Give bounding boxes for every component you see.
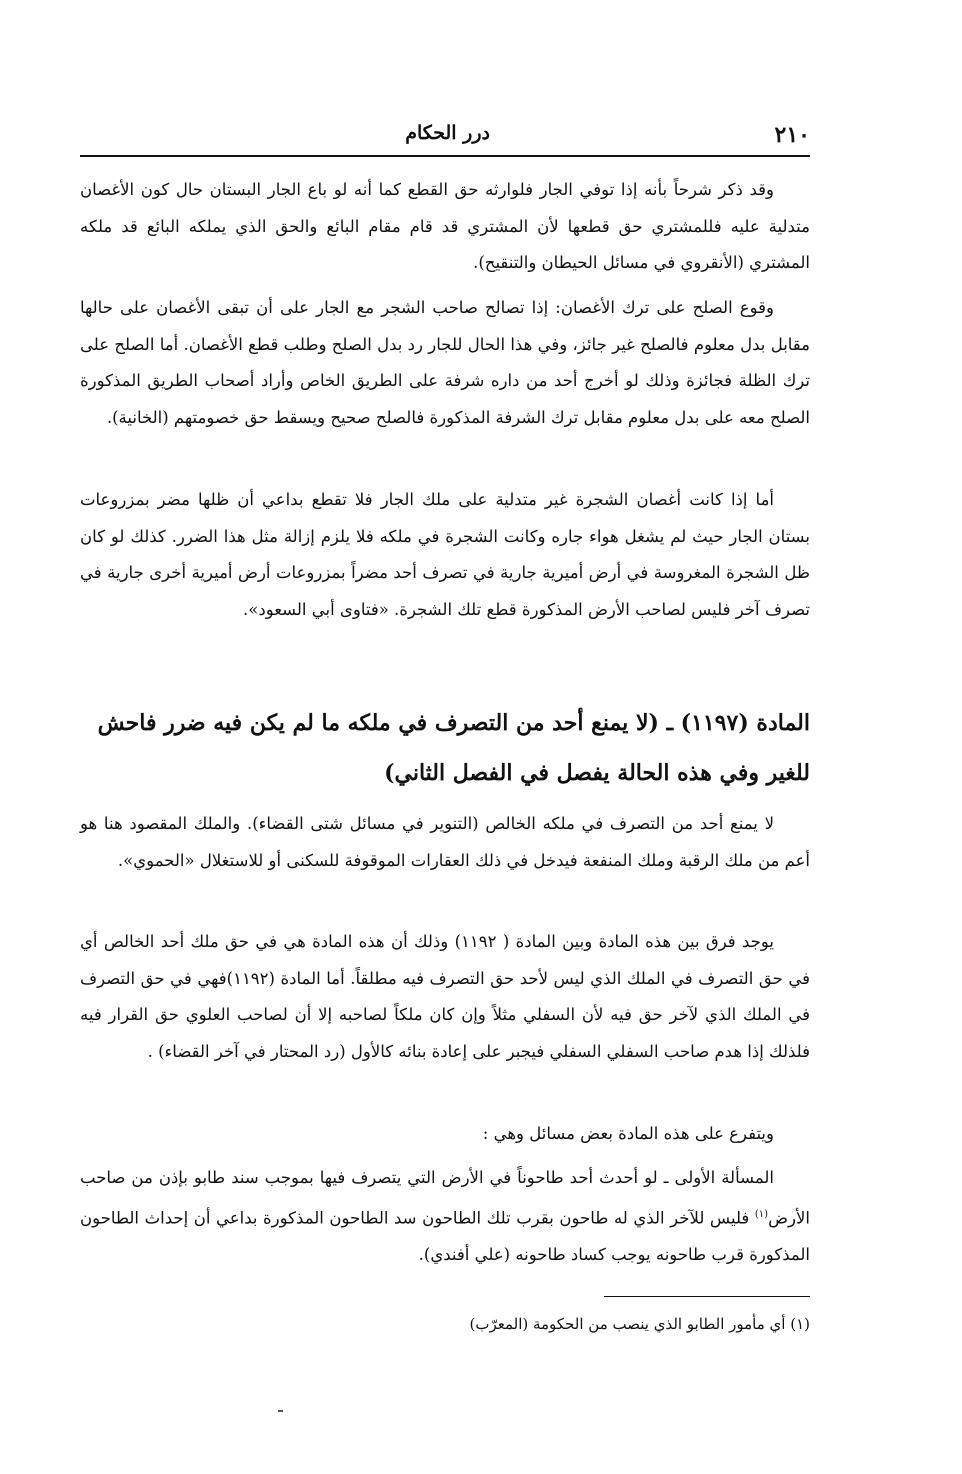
paragraph-7-text-a: المسألة الأولى ـ لو أحدث أحد طاحوناً في الأرض التي يتصرف فيها بموجب سند طابو بإذن من صاحب الأرض xyxy=(80,1168,810,1227)
paragraph-7-text-b: فليس للآخر الذي له طاحون بقرب تلك الطاحون سد الطاحون المذكورة بداعي أن إحداث الطاحون المذكورة قرب طاحونه يوجب كساد طاحونه (علي أفندي). xyxy=(80,1208,810,1264)
footnote-marker: (١) xyxy=(754,1208,769,1220)
paragraph-3: أما إذا كانت أغصان الشجرة غير متدلية على ملك الجار فلا تقطع بداعي أن ظلها مضر بمزروعات بستان الجار حيث لم يشغل هواء جاره وكانت الشجرة في ملكه فلا يلزم إزالة مثل هذا الضرر. كذلك لو كان ظل الشجرة المغروسة في أرض أميرية جارية في تصرف أحد مضراً بمزروعات أرض أميرية أخرى جارية في تصرف آخر فليس لصاحب الأرض المذكورة قطع تلك الشجرة. «فتاوى أبي السعود». xyxy=(80,490,810,619)
header-rule xyxy=(80,155,810,157)
article-heading: المادة (١١٩٧) ـ (لا يمنع أحد من التصرف في ملكه ما لم يكن فيه ضرر فاحش للغير وفي هذه الحالة يفصل في الفصل الثاني) xyxy=(97,710,810,786)
paragraph-2: وقوع الصلح على ترك الأغصان: إذا تصالح صاحب الشجر مع الجار على أن تبقى الأغصان على حالها مقابل بدل معلوم فالصلح غير جائز، وفي هذا الحال للجار رد بدل الصلح وطلب قطع الأغصان. أما الصلح على ترك الظلة فجائزة وذلك لو أخرج أحد من داره شرفة على الطريق الخاص وأراد أصحاب الطريق المذكورة الصلح معه على بدل معلوم مقابل ترك الشرفة المذكورة فالصلح صحيح ويسقط حق خصومتهم (الخانية). xyxy=(80,298,810,427)
paragraph-5: يوجد فرق بين هذه المادة وبين المادة ( ١١٩٢) وذلك أن هذه المادة هي في حق ملك أحد الخالص أي في حق التصرف في الملك الذي ليس لأحد حق التصرف فيه مطلقاً. أما المادة (١١٩٢)فهي في حق التصرف في الملك الذي لآخر حق فيه لأن السفلي مثلاً وإن كان ملكاً لصاحبه إلا أن لصاحب العلوي حق القرار فيه فلذلك إذا هدم صاحب السفلي السفلي فيجبر على إعادة بنائه كالأول (رد المحتار في آخر القضاء) . xyxy=(80,932,810,1061)
page-header xyxy=(80,118,810,154)
page-speck xyxy=(278,1410,283,1412)
paragraph-1: وقد ذكر شرحاً بأنه إذا توفي الجار فلوارثه حق القطع كما أنه لو باع الجار البستان حال كون الأغصان متدلية عليه فللمشتري حق قطعها لأن المشتري قد قام مقام البائع والحق الذي يملكه البائع قد ملكه المشتري (الأنقروي في مسائل الحيطان والتنقيح). xyxy=(80,180,810,272)
paragraph-4: لا يمنع أحد من التصرف في ملكه الخالص (التنوير في مسائل شتى القضاء). والملك المقصود هنا هو أعم من ملك الرقبة وملك المنفعة فيدخل في ذلك العقارات الموقوفة للسكنى أو للاستغلال «الحموي». xyxy=(80,814,810,870)
footnote-rule xyxy=(604,1296,810,1297)
paragraph-6: ويتفرع على هذه المادة بعض مسائل وهي : xyxy=(482,1124,774,1143)
paragraph-7 xyxy=(80,1160,810,1273)
footnote: (١) أي مأمور الطابو الذي ينصب من الحكومة (المعرّب) xyxy=(469,1315,810,1333)
running-title: درر الحكام xyxy=(405,122,490,144)
page-number: ٢١٠ xyxy=(774,122,810,148)
